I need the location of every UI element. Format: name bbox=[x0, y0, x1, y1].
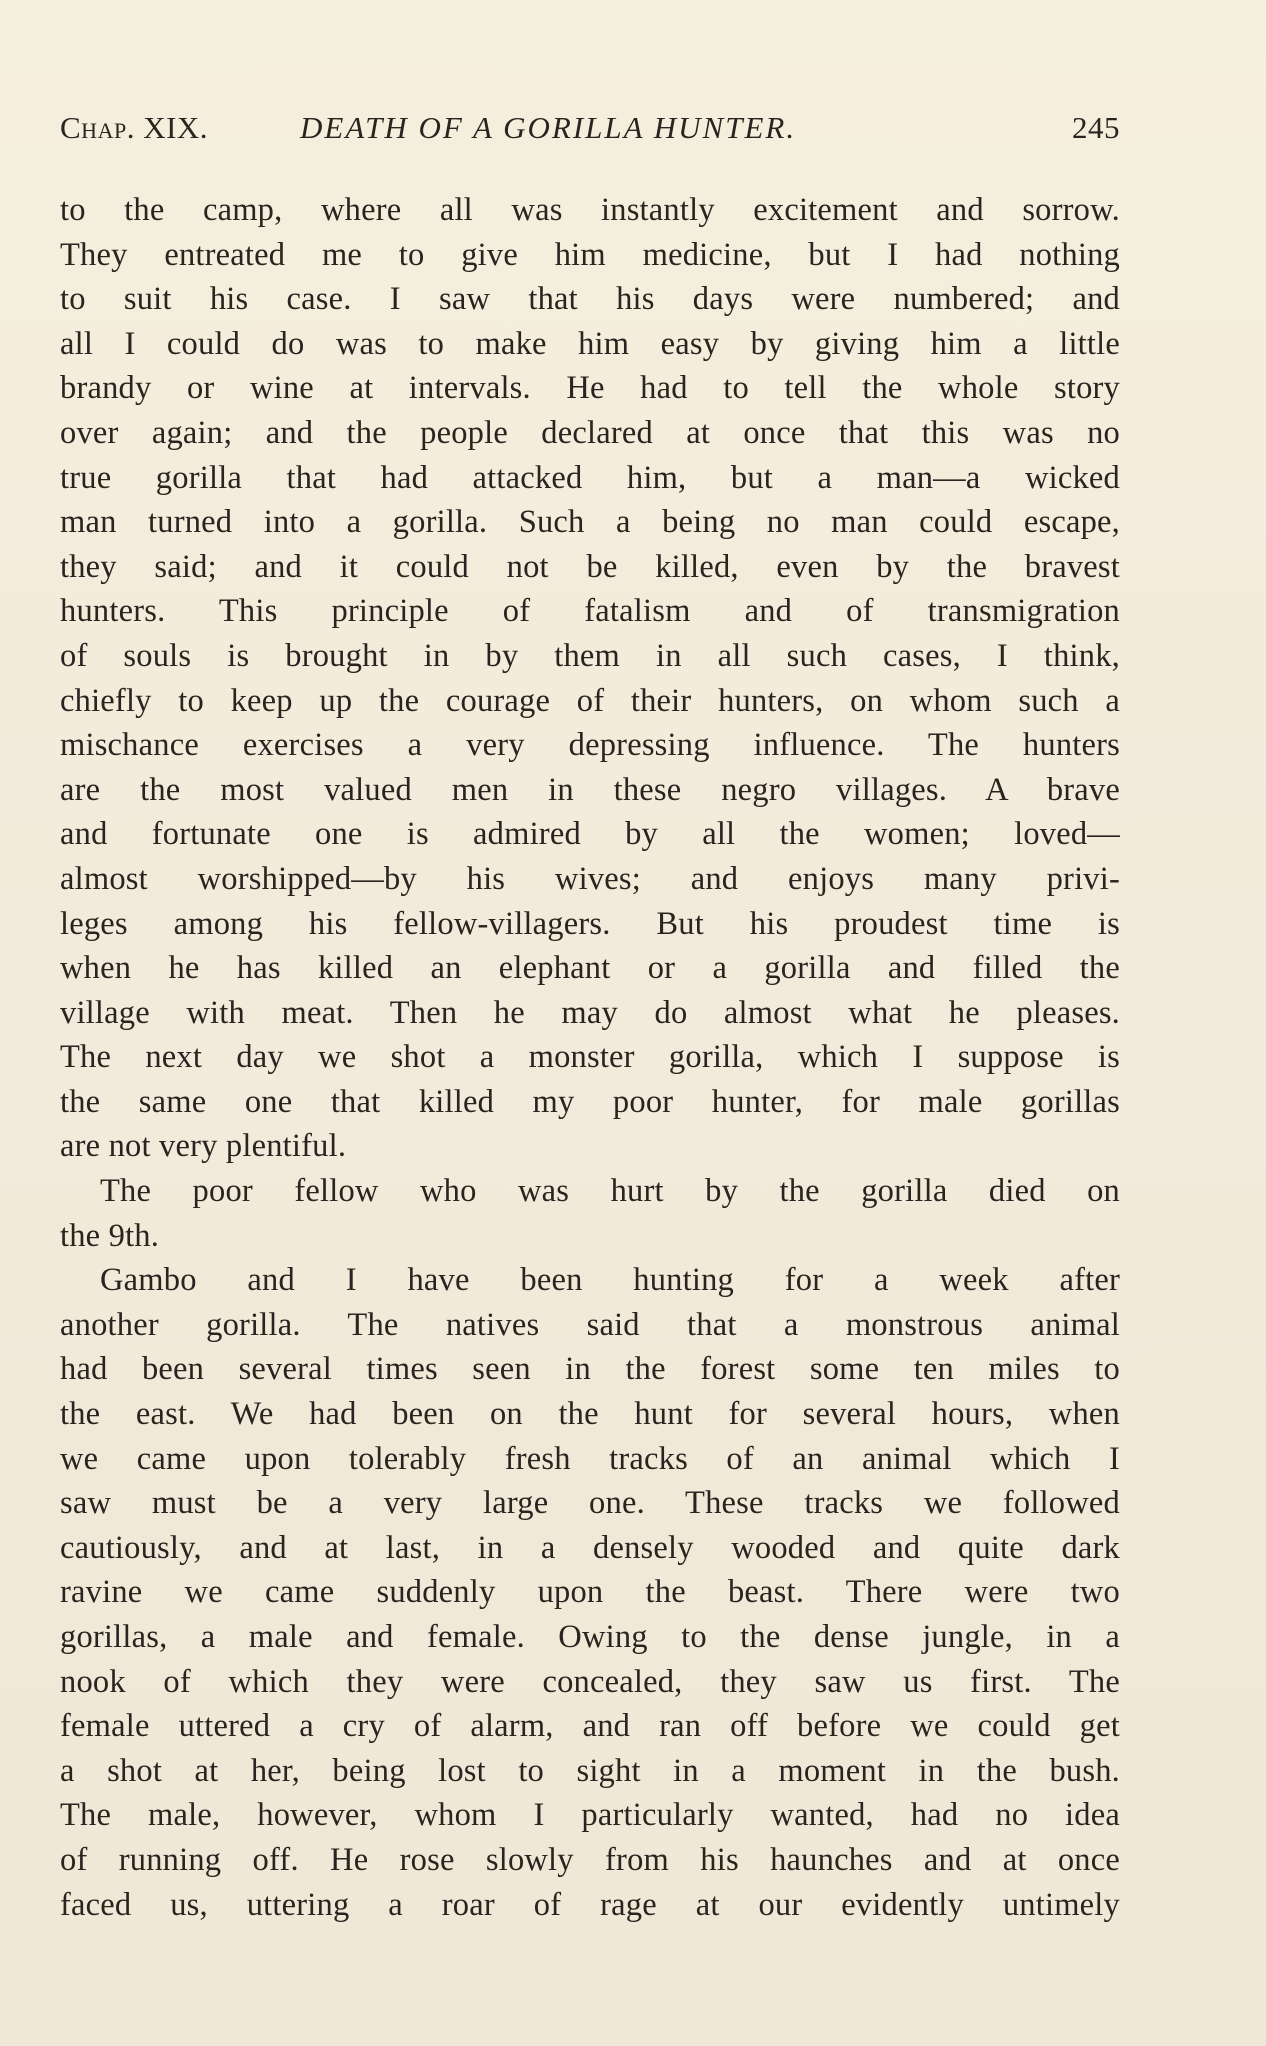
chapter-label: Chap. XIX. bbox=[60, 110, 209, 145]
text-line: brandy or wine at intervals. He had to tell the whole story bbox=[60, 370, 1120, 407]
running-title: DEATH OF A GORILLA HUNTER. bbox=[300, 110, 797, 145]
text-line: ravine we came suddenly upon the beast. There were two bbox=[60, 1574, 1120, 1611]
text-line: the east. We had been on the hunt for several hours, when bbox=[60, 1396, 1120, 1433]
text-line: hunters. This principle of fatalism and of transmigration bbox=[60, 593, 1120, 630]
text-line: to the camp, where all was instantly excitement and sorrow. bbox=[60, 192, 1120, 228]
text-line: they said; and it could not be killed, even by the bravest bbox=[60, 548, 1120, 585]
text-line: a shot at her, being lost to sight in a moment in the bush. bbox=[60, 1752, 1120, 1789]
text-line: female uttered a cry of alarm, and ran off before we could get bbox=[60, 1708, 1120, 1745]
page-number: 245 bbox=[1072, 110, 1120, 145]
text-line: the same one that killed my poor hunter, for male gorillas bbox=[60, 1083, 1120, 1120]
text-line: leges among his fellow-villagers. But his proudest time is bbox=[60, 905, 1120, 942]
text-line: and fortunate one is admired by all the women; loved— bbox=[60, 816, 1120, 853]
text-line: of running off. He rose slowly from his haunches and at once bbox=[60, 1841, 1120, 1878]
text-line: almost worshipped—by his wives; and enjoys many privi- bbox=[60, 860, 1120, 897]
text-line: nook of which they were concealed, they saw us first. The bbox=[60, 1663, 1120, 1700]
text-line: over again; and the people declared at once that this was no bbox=[60, 414, 1120, 451]
text-line: faced us, uttering a roar of rage at our evidently untimely bbox=[60, 1886, 1120, 1923]
text-line: They entreated me to give him medicine, but I had nothing bbox=[60, 236, 1120, 273]
text-line: The poor fellow who was hurt by the gorilla died on bbox=[100, 1173, 1120, 1210]
text-line: true gorilla that had attacked him, but a man—a wicked bbox=[60, 459, 1120, 496]
text-line: gorillas, a male and female. Owing to the dense jungle, in a bbox=[60, 1619, 1120, 1655]
text-line: had been several times seen in the forest some ten miles to bbox=[60, 1351, 1120, 1388]
text-line: are not very plentiful. bbox=[60, 1128, 347, 1165]
text-line: all I could do was to make him easy by giving him a little bbox=[60, 325, 1120, 362]
text-line: mischance exercises a very depressing influence. The hunters bbox=[60, 727, 1120, 764]
body-text bbox=[60, 188, 1120, 1927]
text-line: the 9th. bbox=[60, 1217, 160, 1254]
text-line: man turned into a gorilla. Such a being no man could escape, bbox=[60, 504, 1120, 541]
text-line: chiefly to keep up the courage of their hunters, on whom such a bbox=[60, 682, 1120, 719]
running-header bbox=[60, 110, 1120, 160]
text-line: Gambo and I have been hunting for a week after bbox=[100, 1262, 1120, 1299]
text-line: The next day we shot a monster gorilla, which I suppose is bbox=[60, 1039, 1120, 1076]
text-line: we came upon tolerably fresh tracks of an animal which I bbox=[60, 1440, 1120, 1477]
text-line: The male, however, whom I particularly wanted, had no idea bbox=[60, 1797, 1120, 1834]
text-line: saw must be a very large one. These tracks we followed bbox=[60, 1485, 1120, 1522]
text-line: to suit his case. I saw that his days were numbered; and bbox=[60, 281, 1120, 318]
text-line: are the most valued men in these negro villages. A brave bbox=[60, 771, 1120, 808]
text-line: of souls is brought in by them in all such cases, I think, bbox=[60, 637, 1120, 674]
text-line: when he has killed an elephant or a gorilla and filled the bbox=[60, 950, 1120, 987]
text-line: another gorilla. The natives said that a monstrous animal bbox=[60, 1306, 1120, 1343]
text-line: cautiously, and at last, in a densely wooded and quite dark bbox=[60, 1529, 1120, 1566]
text-line: village with meat. Then he may do almost what he pleases. bbox=[60, 994, 1120, 1031]
